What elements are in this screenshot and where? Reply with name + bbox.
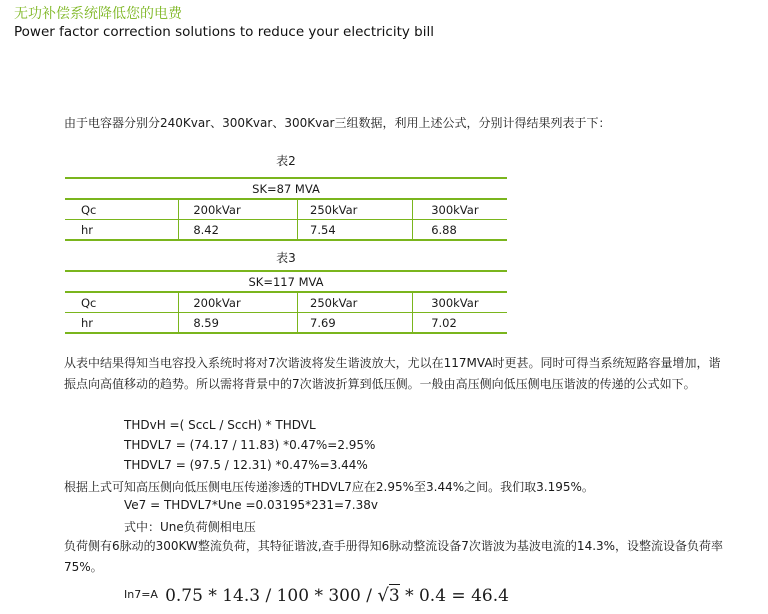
table3-cell: 250kVar xyxy=(298,292,413,313)
table3-cell: Qc xyxy=(65,292,179,313)
table2-cell: 250kVar xyxy=(298,199,413,220)
paragraph-3: 负荷侧有6脉动的300KW整流负荷，其特征谐波,查手册得知6脉动整流设备7次谐波为基波电流的14.3%，设整流设备负荷率75%。 xyxy=(64,539,724,574)
square-root xyxy=(377,585,399,606)
table2-header-row xyxy=(65,199,507,220)
table2-cell: 8.42 xyxy=(179,220,298,241)
table2 xyxy=(65,177,507,241)
formula-thdvh: THDvH =( SccL / SccH) * THDVL xyxy=(124,418,316,432)
table3-cell: 8.59 xyxy=(179,313,298,334)
table3-sk: SK=117 MVA xyxy=(65,271,507,292)
table3-cell: 300kVar xyxy=(413,292,507,313)
table2-cell: hr xyxy=(65,220,179,241)
table2-caption: 表2 xyxy=(276,154,296,168)
radical-sign: √ xyxy=(377,585,389,606)
table3-cell: 7.02 xyxy=(413,313,507,334)
table3-header-row xyxy=(65,292,507,313)
title-chinese: 无功补偿系统降低您的电费 xyxy=(14,6,182,22)
in7-expression xyxy=(165,586,509,606)
table2-sk: SK=87 MVA xyxy=(65,178,507,199)
radicand: 3 xyxy=(388,586,400,606)
table3-sk-row xyxy=(65,271,507,292)
title-english: Power factor correction solutions to reduce your electricity bill xyxy=(14,24,435,40)
in7-expr-left: 0.75 * 14.3 / 100 * 300 / xyxy=(165,586,378,606)
table2-cell: 200kVar xyxy=(179,199,298,220)
table3-cell: 7.69 xyxy=(298,313,413,334)
table3-value-row xyxy=(65,313,507,334)
table2-cell: 7.54 xyxy=(298,220,413,241)
table2-sk-row xyxy=(65,178,507,199)
in7-label: In7=A xyxy=(124,588,158,601)
formula-ve7: Ve7 = THDVL7*Une =0.03195*231=7.38v xyxy=(124,498,378,512)
formula-thdvl7-b: THDVL7 = (97.5 / 12.31) *0.47%=3.44% xyxy=(124,458,368,472)
table3-caption: 表3 xyxy=(276,251,296,265)
formula-thdvl7-a: THDVL7 = (74.17 / 11.83) *0.47%=2.95% xyxy=(124,438,376,452)
in7-expr-right: * 0.4 = 46.4 xyxy=(399,586,509,606)
table2-cell: 6.88 xyxy=(413,220,507,241)
table3-cell: hr xyxy=(65,313,179,334)
table3-cell: 200kVar xyxy=(179,292,298,313)
paragraph-1: 从表中结果得知当电容投入系统时将对7次谐波将发生谐波放大，尤以在117MVA时更甚。同时可得当系统短路容量增加，谐振点向高值移动的趋势。所以需将背景中的7次谐波折算到低压侧。一般由高压侧向低压侧电压谐波的传递的公式如下。 xyxy=(64,356,721,391)
intro-text: 由于电容器分别分240Kvar、300Kvar、300Kvar三组数据，利用上述公式，分别计得结果列表于下： xyxy=(64,116,611,130)
table2-cell: Qc xyxy=(65,199,179,220)
table2-cell: 300kVar xyxy=(413,199,507,220)
une-note: 式中：Une负荷侧相电压 xyxy=(124,520,256,534)
table2-value-row xyxy=(65,220,507,241)
paragraph-2: 根据上式可知高压侧向低压侧电压传递渗透的THDVL7应在2.95%至3.44%之间。我们取3.195%。 xyxy=(64,480,594,494)
table3 xyxy=(65,270,507,334)
formula-in7 xyxy=(124,585,509,606)
